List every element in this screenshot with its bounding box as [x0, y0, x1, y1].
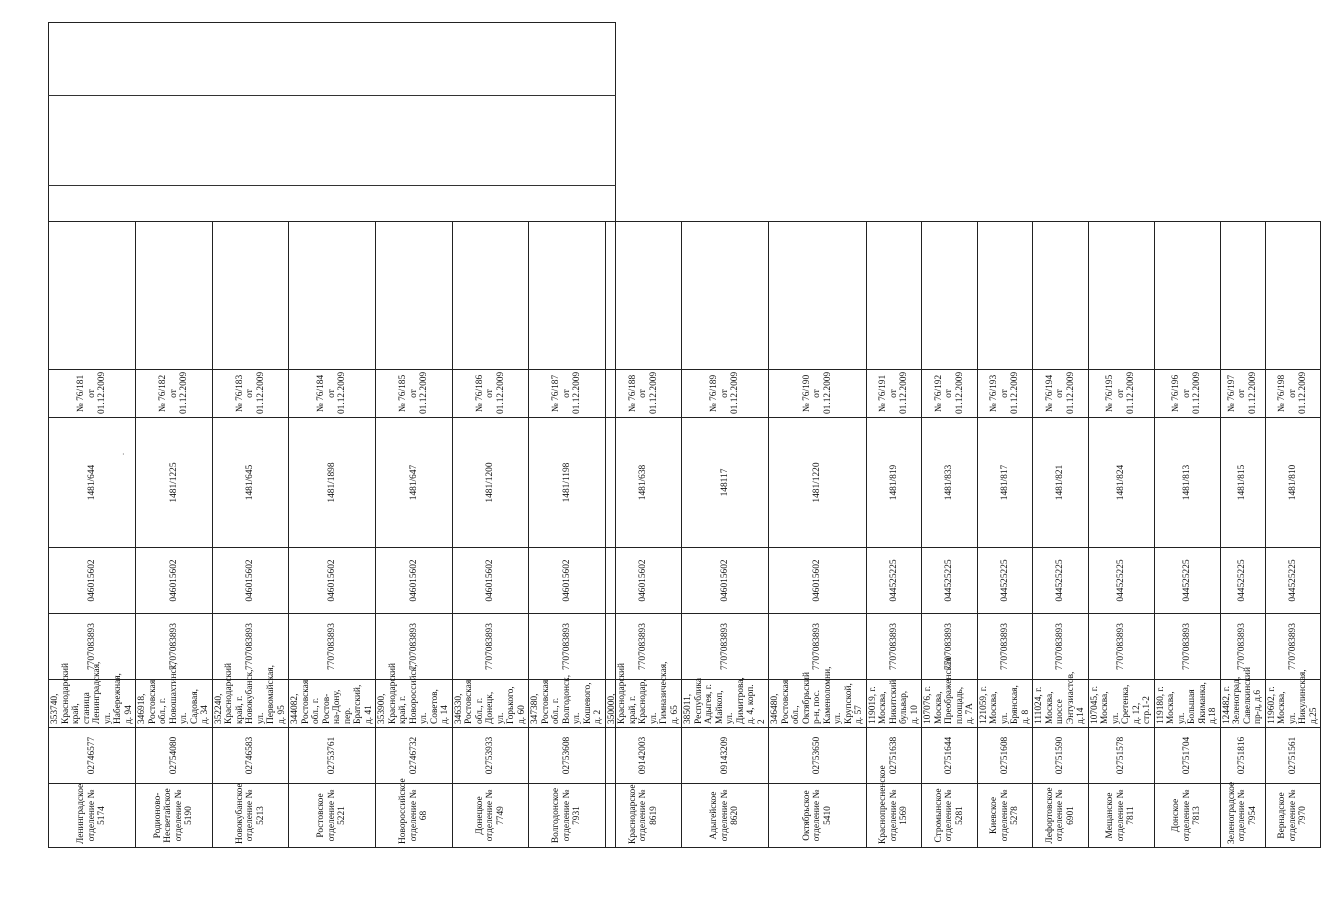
branch-name: Мещанское отделение № 7811 — [1088, 784, 1154, 848]
bik-value: 044525225 — [866, 548, 922, 614]
bik-value: 044525225 — [1265, 548, 1321, 614]
empty-cell — [49, 222, 136, 370]
decision-reference: № 76/190 от 01.12.2009 — [769, 370, 867, 418]
bik-value: 046015602 — [605, 548, 682, 614]
inn-value: 7707083893 — [1033, 614, 1089, 680]
decision-reference: № 76/196 от 01.12.2009 — [1154, 370, 1220, 418]
decision-reference: № 76/186 от 01.12.2009 — [452, 370, 529, 418]
registration-number: 1481/819 — [866, 418, 922, 548]
branch-name: Краснопресненское отделение № 1569 — [866, 784, 922, 848]
empty-cell — [289, 222, 376, 370]
decision-reference: № 76/198 от 01.12.2009 — [1265, 370, 1321, 418]
inn-value: 7707083893 — [289, 614, 376, 680]
table-row — [1154, 222, 1220, 848]
inn-value: 7707083893 — [769, 614, 867, 680]
inn-value: 7707083893 — [605, 614, 682, 680]
empty-cell — [1088, 222, 1154, 370]
inn-value: 7707083893 — [212, 614, 289, 680]
branch-name: Родионово-Несветайское отделение № 5190 — [136, 784, 213, 848]
stray-mark: · — [122, 450, 125, 459]
table-row — [977, 222, 1033, 848]
registration-number: 1481/645 — [212, 418, 289, 548]
registration-number: 1481/813 — [1154, 418, 1220, 548]
branch-code: 09142003 — [605, 728, 682, 784]
branch-name: Киевское отделение № 5278 — [977, 784, 1033, 848]
table-row — [866, 222, 922, 848]
registration-number: 1481/824 — [1088, 418, 1154, 548]
branch-address: 353740, Краснодарский край, станица Ленинградская, ул. Набережная, д. 94 — [49, 680, 136, 728]
registration-number: 1481/638 — [605, 418, 682, 548]
inn-value: 7707083893 — [866, 614, 922, 680]
inn-value: 7707083893 — [529, 614, 606, 680]
inn-value: 7707083893 — [1088, 614, 1154, 680]
branch-address: 124482, г. Зеленоград, Савелкинский пр-д, д.6 — [1220, 680, 1265, 728]
branch-name: Волгодонское отделение № 7931 — [529, 784, 606, 848]
branch-name: Зеленоградское отделение № 7954 — [1220, 784, 1265, 848]
branch-name: Донецкое отделение № 7749 — [452, 784, 529, 848]
registration-number: 1481/1225 — [136, 418, 213, 548]
table-row — [1265, 222, 1321, 848]
branch-address: 352240, Краснодарский край, г. Новокубанск, ул. Первомайская, д. 95 — [212, 680, 289, 728]
empty-cell — [136, 222, 213, 370]
decision-reference: № 76/195 от 01.12.2009 — [1088, 370, 1154, 418]
empty-cell — [452, 222, 529, 370]
bik-value: 046015602 — [49, 548, 136, 614]
branch-code: 02753933 — [452, 728, 529, 784]
empty-cell — [682, 222, 769, 370]
empty-cell — [1220, 222, 1265, 370]
table-row — [212, 222, 289, 848]
inn-value: 7707083893 — [49, 614, 136, 680]
branch-code: 02746577 — [49, 728, 136, 784]
decision-reference: № 76/191 от 01.12.2009 — [866, 370, 922, 418]
inn-value: 7707083893 — [1220, 614, 1265, 680]
table-row — [1220, 222, 1265, 848]
registration-number: 1481/1898 — [289, 418, 376, 548]
decision-reference: № 76/187 от 01.12.2009 — [529, 370, 606, 418]
branch-code: 02751590 — [1033, 728, 1089, 784]
registration-number: 1481/1198 — [529, 418, 606, 548]
table-row — [49, 222, 136, 848]
table-row — [922, 222, 978, 848]
branch-code: 09143209 — [682, 728, 769, 784]
branch-address: 119180, г. Москва, ул. Большая Якиманка, д.18 — [1154, 680, 1220, 728]
branch-address: 121059, г. Москва, ул. Брянская, д. 8 — [977, 680, 1033, 728]
bik-value: 044525225 — [1033, 548, 1089, 614]
branch-address: 111024, г. Москва, шоссе Энтузиастов, д.14 — [1033, 680, 1089, 728]
branch-name: Новокубанское отделение № 5213 — [212, 784, 289, 848]
section-divider — [48, 185, 616, 186]
branch-address: 353900, Краснодарский край, г. Новороссийск, ул. Советов, д. 14 — [376, 680, 453, 728]
table-row — [769, 222, 867, 848]
branch-name: Октябрьское отделение № 5410 — [769, 784, 867, 848]
decision-reference: № 76/192 от 01.12.2009 — [922, 370, 978, 418]
decision-reference: № 76/181 от 01.12.2009 — [49, 370, 136, 418]
inn-value: 7707083893 — [136, 614, 213, 680]
branch-code: 02753761 — [289, 728, 376, 784]
registration-number: 1481/644 — [49, 418, 136, 548]
branch-address: 119019, г. Москва, Никитский бульвар, д. 10 — [866, 680, 922, 728]
branch-code: 02751816 — [1220, 728, 1265, 784]
decision-reference: № 76/194 от 01.12.2009 — [1033, 370, 1089, 418]
branch-code: 02753650 — [769, 728, 867, 784]
branch-name: Краснодарское отделение № 8619 — [605, 784, 682, 848]
table-row — [605, 222, 682, 848]
decision-reference: № 76/188 от 01.12.2009 — [605, 370, 682, 418]
empty-cell — [529, 222, 606, 370]
inn-value: 7707083893 — [922, 614, 978, 680]
bik-value: 046015602 — [529, 548, 606, 614]
branch-code: 02751561 — [1265, 728, 1321, 784]
registration-number: 1481/1220 — [769, 418, 867, 548]
branch-code: 02746583 — [212, 728, 289, 784]
table-row — [376, 222, 453, 848]
branch-code: 02746732 — [376, 728, 453, 784]
branch-address: 346480, Ростовская обл., Октябрьский р-н, пос. Каменоломни, ул. Крупской, д. 57 — [769, 680, 867, 728]
bik-value: 046015602 — [452, 548, 529, 614]
bik-value: 044525225 — [922, 548, 978, 614]
inn-value: 7707083893 — [452, 614, 529, 680]
inn-value: 7707083893 — [1265, 614, 1321, 680]
empty-cell — [1265, 222, 1321, 370]
branch-table-body — [49, 222, 1321, 848]
branch-name: Стромынское отделение № 5281 — [922, 784, 978, 848]
empty-cell — [376, 222, 453, 370]
registration-number: 1481/1200 — [452, 418, 529, 548]
bik-value: 044525225 — [977, 548, 1033, 614]
bik-value: 044525225 — [1220, 548, 1265, 614]
decision-reference: № 76/197 от 01.12.2009 — [1220, 370, 1265, 418]
branch-name: Новороссийское отделение № 68 — [376, 784, 453, 848]
bik-value: 046015602 — [212, 548, 289, 614]
empty-cell — [769, 222, 867, 370]
bik-value: 044525225 — [1088, 548, 1154, 614]
branch-name: Лефортовское отделение № 6901 — [1033, 784, 1089, 848]
decision-reference: № 76/193 от 01.12.2009 — [977, 370, 1033, 418]
branch-code: 02754080 — [136, 728, 213, 784]
registration-number: 148117 — [682, 418, 769, 548]
registration-number: 1481/647 — [376, 418, 453, 548]
bik-value: 046015602 — [376, 548, 453, 614]
table-row — [682, 222, 769, 848]
decision-reference: № 76/189 от 01.12.2009 — [682, 370, 769, 418]
branch-address: 347380, Ростовская обл., г. Волгодонск, ул. Кошевого, д. 2 — [529, 680, 606, 728]
empty-cell — [922, 222, 978, 370]
branch-code: 02753608 — [529, 728, 606, 784]
bik-value: 046015602 — [769, 548, 867, 614]
bik-value: 044525225 — [1154, 548, 1220, 614]
decision-reference: № 76/183 от 01.12.2009 — [212, 370, 289, 418]
bik-value: 046015602 — [136, 548, 213, 614]
branch-address: 350000, Краснодарский край, г. Краснодар, ул. Гимназическая, д. 65 — [605, 680, 682, 728]
branch-code: 02751638 — [866, 728, 922, 784]
table-row — [289, 222, 376, 848]
empty-cell — [866, 222, 922, 370]
bik-value: 046015602 — [682, 548, 769, 614]
empty-cell — [977, 222, 1033, 370]
branch-name: Ленинградское отделение № 5174 — [49, 784, 136, 848]
registration-number: 1481/821 — [1033, 418, 1089, 548]
branch-address: 119602, г. Москва, ул. Никулинская, д.25 — [1265, 680, 1321, 728]
decision-reference: № 76/182 от 01.12.2009 — [136, 370, 213, 418]
registration-number: 1481/817 — [977, 418, 1033, 548]
branch-table — [48, 221, 1321, 848]
branch-address: 107076, г. Москва, Преображенская площадь, д. 7А — [922, 680, 978, 728]
inn-value: 7707083893 — [682, 614, 769, 680]
table-row — [452, 222, 529, 848]
branch-name: Вернадское отделение № 7970 — [1265, 784, 1321, 848]
branch-code: 02751608 — [977, 728, 1033, 784]
decision-reference: № 76/184 от 01.12.2009 — [289, 370, 376, 418]
decision-reference: № 76/185 от 01.12.2009 — [376, 370, 453, 418]
section-divider — [48, 95, 616, 96]
branch-address: 346330, Ростовская обл., г. Донецк, ул. Горького, д. 60 — [452, 680, 529, 728]
branch-address: 346918, Ростовская обл., г. Новошахтинск, ул. Садовая, д. 34 — [136, 680, 213, 728]
branch-name: Адыгейское отделение № 8620 — [682, 784, 769, 848]
branch-code: 02751644 — [922, 728, 978, 784]
empty-cell — [1033, 222, 1089, 370]
rotated-table-wrapper — [48, 222, 1319, 848]
table-row — [136, 222, 213, 848]
inn-value: 7707083893 — [1154, 614, 1220, 680]
empty-cell — [1154, 222, 1220, 370]
bik-value: 046015602 — [289, 548, 376, 614]
table-row — [529, 222, 606, 848]
inn-value: 7707083893 — [977, 614, 1033, 680]
registration-number: 1481/815 — [1220, 418, 1265, 548]
inn-value: 7707083893 — [376, 614, 453, 680]
registration-number: 1481/833 — [922, 418, 978, 548]
table-row — [1033, 222, 1089, 848]
empty-cell — [605, 222, 682, 370]
branch-code: 02751578 — [1088, 728, 1154, 784]
branch-name: Ростовское отделение № 5221 — [289, 784, 376, 848]
table-row — [1088, 222, 1154, 848]
branch-address: 107045, г. Москва, ул. Сретенка, д. 12, стр.1-2 — [1088, 680, 1154, 728]
registration-number: 1481/810 — [1265, 418, 1321, 548]
branch-code: 02751704 — [1154, 728, 1220, 784]
branch-name: Донское отделение № 7813 — [1154, 784, 1220, 848]
empty-cell — [212, 222, 289, 370]
branch-address: 385011, Республика Адыгея, г. Майкоп, ул. Димитрова, д. 4, корп. 2 — [682, 680, 769, 728]
branch-address: 344082, Ростовская обл., г. Ростов-на-Дону, пер. Братский, д. 41 — [289, 680, 376, 728]
